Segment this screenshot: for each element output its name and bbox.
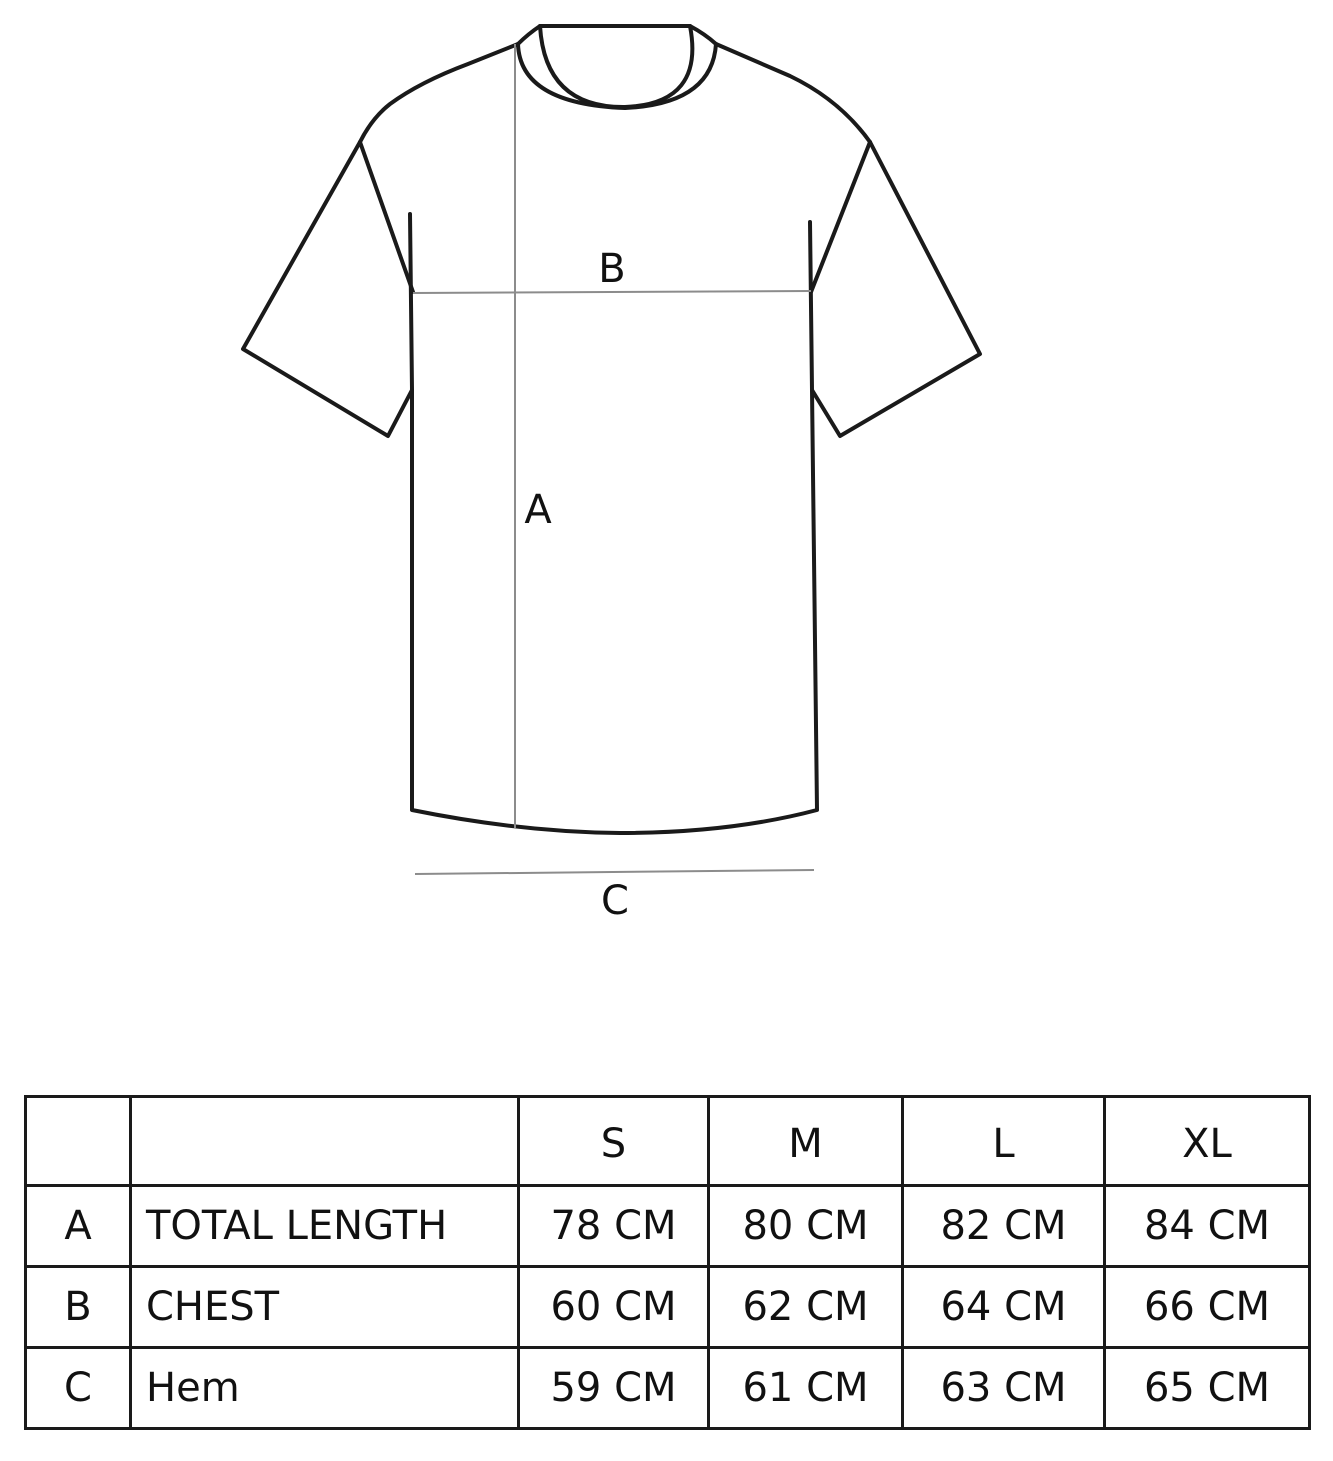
header-size-m: M [709,1097,903,1186]
header-size-xl: XL [1105,1097,1310,1186]
header-name-cell [131,1097,519,1186]
header-size-l: L [903,1097,1105,1186]
collar-inner [518,44,625,108]
row-key: B [26,1267,131,1348]
hem-measure-line [415,870,814,874]
row-value-s: 78 CM [519,1186,709,1267]
row-name: TOTAL LENGTH [131,1186,519,1267]
left-sleeve-seam [360,142,413,292]
left-side-seam [410,214,412,390]
row-value-l: 64 CM [903,1267,1105,1348]
row-value-s: 59 CM [519,1348,709,1429]
row-value-xl: 84 CM [1105,1186,1310,1267]
label-a: A [524,487,552,533]
row-value-l: 63 CM [903,1348,1105,1429]
table-row [26,1267,1310,1348]
row-value-m: 62 CM [709,1267,903,1348]
table-header-row [26,1097,1310,1186]
row-key: A [26,1186,131,1267]
row-value-m: 80 CM [709,1186,903,1267]
row-name: CHEST [131,1267,519,1348]
header-size-s: S [519,1097,709,1186]
right-sleeve-seam [811,142,870,292]
table-row [26,1348,1310,1429]
row-key: C [26,1348,131,1429]
label-b: B [598,246,626,292]
table-row [26,1186,1310,1267]
right-side-seam [810,222,812,390]
collar-ring [540,26,692,107]
row-value-l: 82 CM [903,1186,1105,1267]
row-name: Hem [131,1348,519,1429]
row-value-m: 61 CM [709,1348,903,1429]
header-key-cell [26,1097,131,1186]
collar-inner-right [625,44,716,108]
label-c: C [601,878,629,924]
size-chart-table [24,1095,1311,1430]
row-value-xl: 66 CM [1105,1267,1310,1348]
row-value-s: 60 CM [519,1267,709,1348]
row-value-xl: 65 CM [1105,1348,1310,1429]
